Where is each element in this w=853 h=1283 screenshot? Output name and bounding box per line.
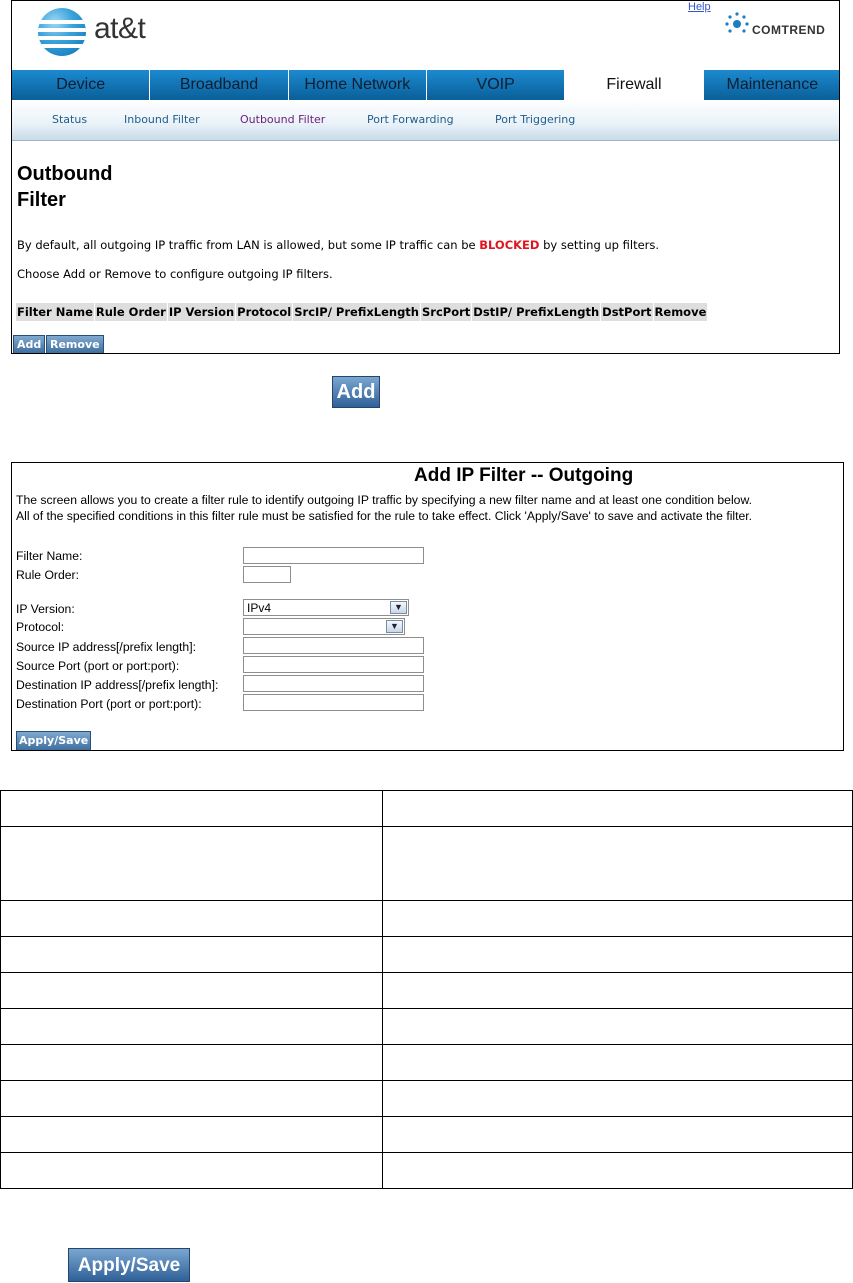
tab-voip[interactable]: VOIP [427, 70, 565, 100]
add-filter-title: Add IP Filter -- Outgoing [414, 465, 634, 486]
blocked-text: BLOCKED [479, 238, 540, 252]
remove-button[interactable]: Remove [46, 335, 104, 354]
page-title-line1: Outbound [17, 163, 113, 185]
add-filter-panel [11, 462, 844, 751]
desc-text-before: By default, all outgoing IP traffic from LAN is allowed, but some IP traffic can be [17, 238, 480, 252]
subnav-outbound-filter[interactable]: Outbound Filter [240, 113, 326, 126]
brand-name: at&t [94, 12, 146, 45]
col-dst-port: DstPort [601, 303, 653, 322]
add-filter-desc2: All of the specified conditions in this filter rule must be satisfied for the rule to take effect. Click 'Apply/Save' to save and activate the filter. [16, 509, 753, 523]
add-button[interactable]: Add [13, 335, 45, 354]
apply-save-button[interactable]: Apply/Save [16, 731, 91, 751]
ip-version-value: IPv4 [247, 601, 272, 615]
apply-save-button-callout[interactable]: Apply/Save [68, 1248, 190, 1282]
rule-order-input[interactable] [243, 566, 291, 583]
tab-maintenance[interactable]: Maintenance [704, 70, 840, 100]
tab-firewall[interactable]: Firewall [565, 70, 703, 100]
page-title [17, 161, 157, 213]
add-filter-desc1: The screen allows you to create a filter rule to identify outgoing IP traffic by specifying a new filter name and at least one condition below. [16, 493, 752, 507]
col-ip-version: IP Version [167, 303, 235, 322]
comtrend-logo [724, 11, 839, 43]
router-ui-panel [11, 0, 840, 354]
main-nav [12, 70, 840, 100]
filter-table-header-row [16, 303, 708, 322]
ip-version-label: IP Version: [16, 602, 75, 616]
src-port-label: Source Port (port or port:port): [16, 659, 180, 673]
description-table [0, 790, 853, 1189]
chevron-down-icon[interactable]: ▼ [390, 601, 407, 614]
outbound-instructions: Choose Add or Remove to configure outgoing IP filters. [17, 267, 333, 281]
col-dst-ip: DstIP/ PrefixLength [472, 303, 601, 322]
filter-name-label: Filter Name: [16, 549, 83, 563]
protocol-label: Protocol: [16, 620, 65, 634]
tab-broadband[interactable]: Broadband [150, 70, 288, 100]
filter-table [15, 302, 708, 322]
dst-port-label: Destination Port (port or port:port): [16, 697, 202, 711]
subnav-inbound-filter[interactable]: Inbound Filter [124, 113, 200, 126]
table-row [1, 1045, 853, 1081]
protocol-select[interactable] [243, 618, 405, 635]
tab-home-network[interactable]: Home Network [289, 70, 427, 100]
subnav-port-forwarding[interactable]: Port Forwarding [367, 113, 454, 126]
src-port-input[interactable] [243, 656, 424, 673]
dst-port-input[interactable] [243, 694, 424, 711]
table-row [1, 937, 853, 973]
subnav-status[interactable]: Status [52, 113, 88, 126]
page-title-line2: Filter [17, 189, 66, 211]
dst-ip-input[interactable] [243, 675, 424, 692]
vendor-name: COMTREND [752, 23, 826, 37]
subnav-port-triggering[interactable]: Port Triggering [495, 113, 576, 126]
src-ip-label: Source IP address[/prefix length]: [16, 640, 196, 654]
col-src-ip: SrcIP/ PrefixLength [293, 303, 421, 322]
table-row [1, 827, 853, 901]
col-rule-order: Rule Order [94, 303, 167, 322]
col-remove: Remove [653, 303, 708, 322]
rule-order-label: Rule Order: [16, 568, 79, 582]
tab-device[interactable]: Device [12, 70, 150, 100]
table-row [1, 1081, 853, 1117]
outbound-description [17, 238, 659, 252]
burst-icon [724, 11, 750, 37]
src-ip-input[interactable] [243, 637, 424, 654]
att-logo [38, 8, 238, 58]
col-src-port: SrcPort [421, 303, 472, 322]
filter-name-input[interactable] [243, 547, 424, 564]
col-filter-name: Filter Name [16, 303, 95, 322]
add-button-callout[interactable]: Add [332, 376, 380, 408]
col-protocol: Protocol [236, 303, 293, 322]
sub-nav [12, 100, 840, 141]
globe-icon [38, 8, 86, 56]
help-link[interactable]: Help [688, 1, 711, 13]
ip-version-select[interactable] [243, 599, 409, 616]
chevron-down-icon[interactable]: ▼ [386, 620, 403, 633]
desc-text-after: by setting up filters. [539, 238, 660, 252]
dst-ip-label: Destination IP address[/prefix length]: [16, 678, 219, 692]
table-row [1, 1153, 853, 1189]
table-row [1, 973, 853, 1009]
table-row [1, 1117, 853, 1153]
table-row [1, 1009, 853, 1045]
table-row [1, 791, 853, 827]
table-row [1, 901, 853, 937]
